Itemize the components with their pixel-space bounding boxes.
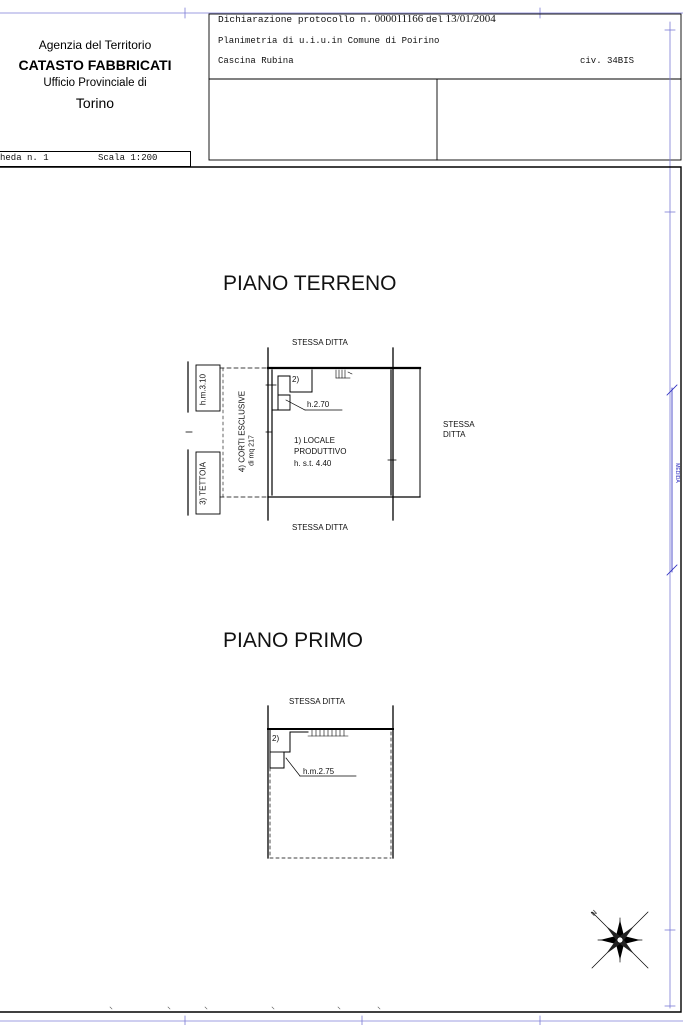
address-line: Cascina Rubina: [218, 56, 294, 66]
room-1-name: 1) LOCALE: [294, 436, 335, 445]
scheda-number: heda n. 1: [0, 153, 49, 163]
scale-label: Scala 1:200: [98, 153, 158, 163]
room-1-height: h. s.t. 4.40: [294, 459, 332, 468]
catasto-title: CATASTO FABBRICATI: [18, 57, 172, 73]
room-1-type: PRODUTTIVO: [294, 447, 347, 456]
protocol-number: 000011166: [374, 13, 424, 25]
room-2-primo: 2): [272, 734, 280, 743]
ufficio-city: Torino: [75, 95, 115, 111]
agency-name: Agenzia del Territorio: [38, 38, 152, 52]
corti-label: 4) CORTI ESCLUSIVE: [237, 390, 247, 473]
compass-north-letter: N: [590, 909, 599, 918]
protocol-date: 13/01/2004: [445, 13, 496, 25]
ufficio-label: Ufficio Provinciale di: [43, 77, 147, 89]
margin-note: MEDIDA: [674, 463, 680, 483]
protocol-prefix: Dichiarazione protocollo n.: [218, 14, 372, 25]
civic-number: civ. 34BIS: [580, 56, 635, 66]
room-2-primo-height: h.m.2.75: [303, 767, 335, 776]
tettoia-label: 3) TETTOIA: [198, 462, 208, 505]
stessa-ditta-right-1: STESSA: [443, 420, 475, 429]
piano-primo-title: PIANO PRIMO: [223, 629, 364, 652]
stessa-ditta-right-2: DITTA: [443, 430, 466, 439]
piano-terreno-title: PIANO TERRENO: [223, 272, 397, 295]
room-2-name: 2): [292, 375, 300, 384]
planimetria-line: Planimetria di u.i.u.in Comune di Poirino: [218, 36, 440, 46]
protocol-del: del: [425, 14, 444, 25]
stessa-ditta-primo: STESSA DITTA: [289, 697, 345, 706]
compass-icon: [592, 912, 648, 968]
stessa-ditta-top: STESSA DITTA: [292, 338, 348, 347]
stessa-ditta-bottom: STESSA DITTA: [292, 523, 348, 532]
tettoia-height: h.m.3.10: [198, 373, 208, 406]
corti-area: di mq 217: [248, 435, 256, 466]
room-2-height: h.2.70: [307, 400, 330, 409]
